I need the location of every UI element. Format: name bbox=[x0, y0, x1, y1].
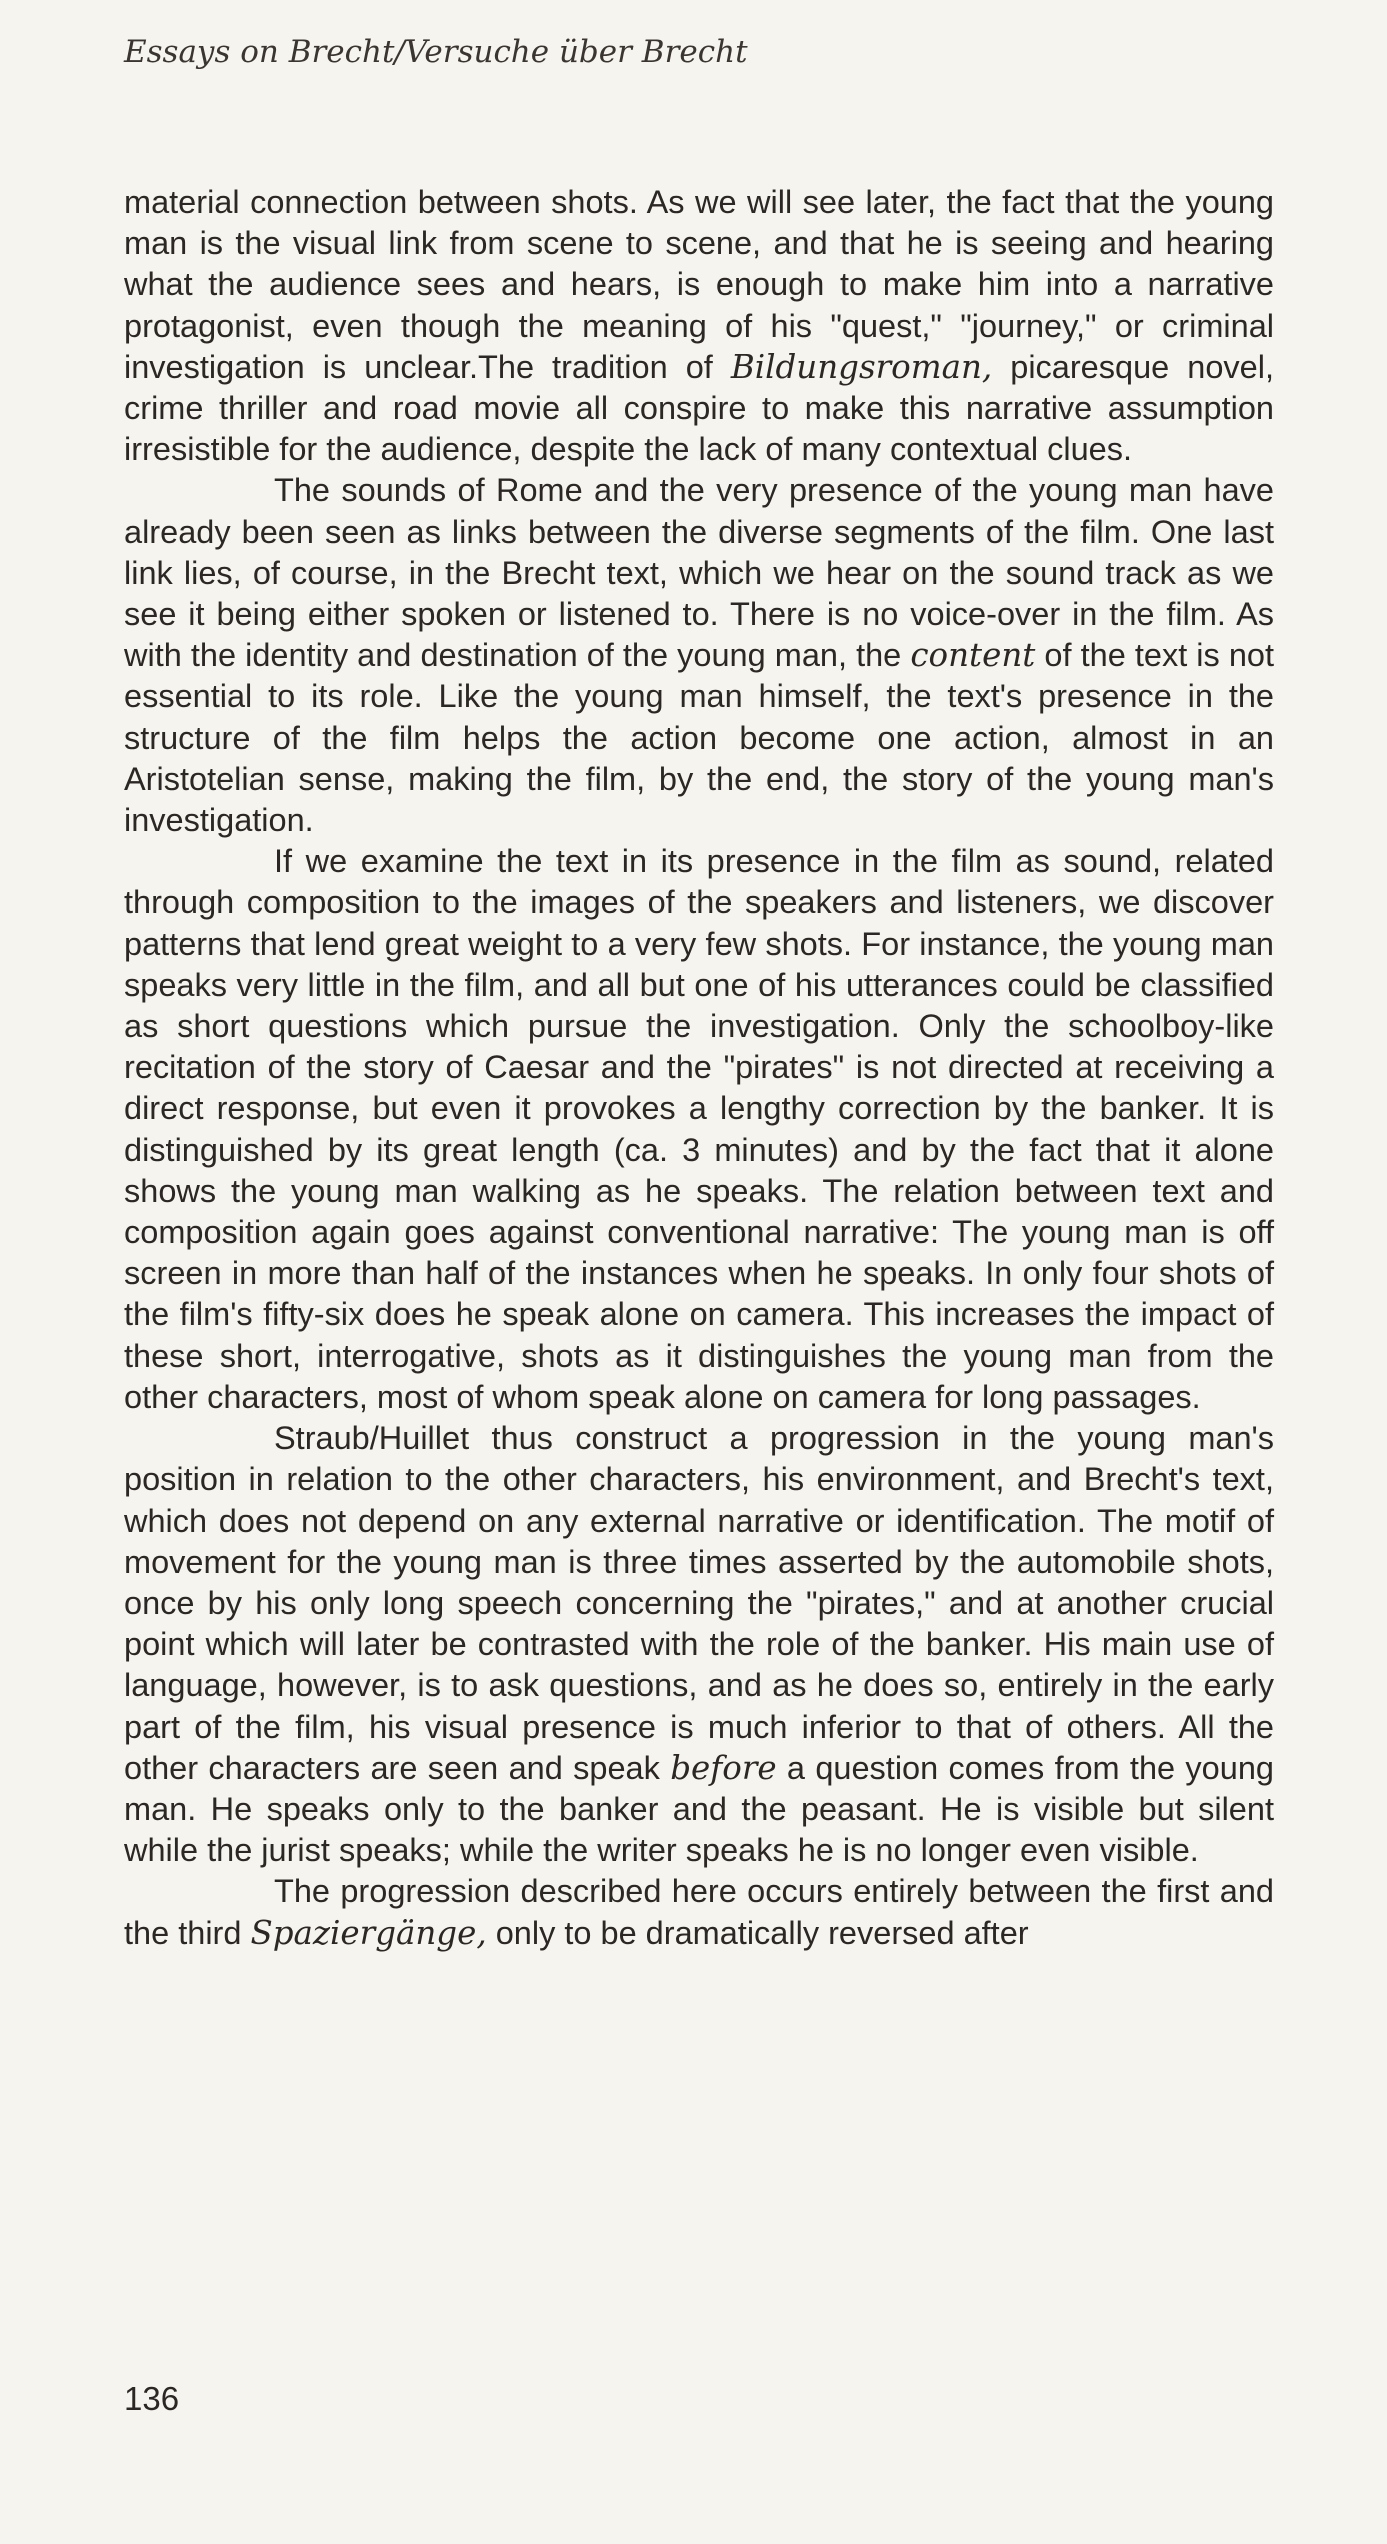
running-header: Essays on Brecht/Versuche über Brecht bbox=[124, 34, 748, 70]
paragraph-4-text-b: a question comes from the young man. He speaks only to the banker and the peasant. He is visible but silent while the jurist speaks; while the writer speaks he is no longer even visible. bbox=[124, 1749, 1274, 1869]
paragraph-2 bbox=[124, 470, 1274, 841]
page-number: 136 bbox=[124, 2380, 180, 2417]
paragraph-1-italic-bildungsroman: Bildungsroman, bbox=[730, 347, 993, 386]
body-text bbox=[124, 182, 1274, 1954]
paragraph-3 bbox=[124, 841, 1274, 1418]
paragraph-5-text-b: only to be dramatically reversed after bbox=[486, 1914, 1029, 1951]
paragraph-3-text: If we examine the text in its presence in the film as sound, related through composition to the images of the speakers and listeners, we discover patterns that lend great weight to a very few shots. For instance, the young man speaks very little in the film, and all but one of his utterances could be classified as short questions which pursue the investigation. Only the schoolboy-like recitation of the story of Caesar and the "pirates" is not directed at receiving a direct response, but even it provokes a lengthy correction by the banker. It is distinguished by its great length (ca. 3 minutes) and by the fact that it alone shows the young man walking as he speaks. The relation between text and composition again goes against conventional narrative: The young man is off screen in more than half of the instances when he speaks. In only four shots of the film's fifty-six does he speak alone on camera. This increases the impact of these short, interrogative, shots as it distinguishes the young man from the other characters, most of whom speak alone on camera for long passages. bbox=[124, 843, 1274, 1415]
paragraph-2-text-b: of the text is not essential to its role. Like the young man himself, the text's presence in the structure of the film helps the action become one action, almost in an Aristotelian sense, making the film, by the end, the story of the young man's investigation. bbox=[124, 637, 1275, 839]
paragraph-1-text-b: picaresque novel, crime thriller and road movie all conspire to make this narrative assumption irresistible for the audience, despite the lack of many contextual clues. bbox=[124, 348, 1274, 468]
paragraph-2-italic-content: content bbox=[910, 636, 1036, 675]
paragraph-4-text-a: Straub/Huillet thus construct a progression in the young man's position in relation to the other characters, his environment, and Brecht's text, which does not depend on any external narrative or identification. The motif of movement for the young man is three times asserted by the automobile shots, once by his only long speech concerning the "pirates," and at another crucial point which will later be contrasted with the role of the banker. His main use of language, however, is to ask questions, and as he does so, entirely in the early part of the film, his visual presence is much inferior to that of others. All the other characters are seen and speak bbox=[124, 1420, 1274, 1786]
paragraph-4 bbox=[124, 1418, 1274, 1871]
paragraph-4-italic-before: before bbox=[670, 1748, 777, 1787]
paragraph-5-text-a: The progression described here occurs entirely between the first and the third bbox=[124, 1873, 1274, 1951]
paragraph-1 bbox=[124, 182, 1274, 470]
paragraph-5 bbox=[124, 1871, 1274, 1953]
paragraph-2-text-a: The sounds of Rome and the very presence of the young man have already been seen as links between the diverse segments of the film. One last link lies, of course, in the Brecht text, which we hear on the sound track as we see it being either spoken or listened to. There is no voice-over in the film. As with the identity and destination of the young man, the bbox=[124, 472, 1274, 674]
paragraph-5-italic-spaziergange: Spaziergänge, bbox=[250, 1913, 487, 1952]
paragraph-1-text-a: material connection between shots. As we will see later, the fact that the young man is the visual link from scene to scene, and that he is seeing and hearing what the audience sees and hears, is enough to make him into a narrative protagonist, even though the meaning of his "quest," "journey," or criminal investigation is unclear.The tradition of bbox=[124, 184, 1274, 385]
